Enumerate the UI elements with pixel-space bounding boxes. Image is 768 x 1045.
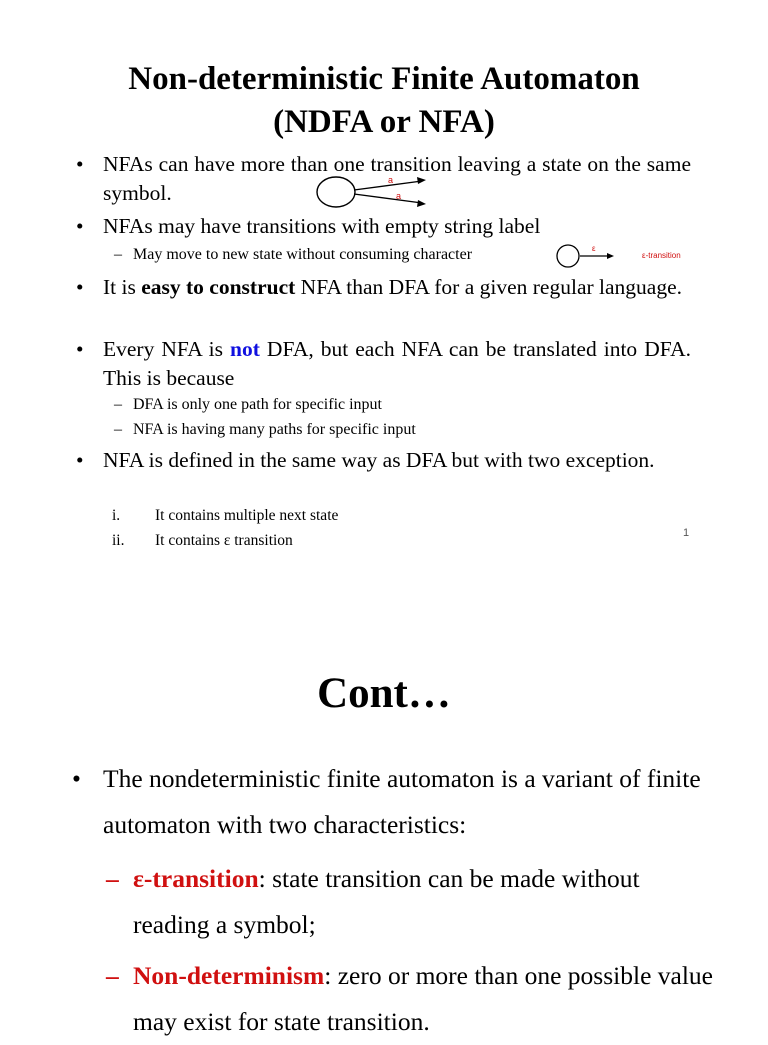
- bullet-text: The nondeterministic finite automaton is a variant of finite automaton with two characteristics:: [103, 764, 701, 839]
- sub-bullet-non-determinism: [106, 953, 713, 1045]
- bullet-text: NFAs may have transitions with empty string label: [103, 214, 541, 238]
- sub-bullet-nfa-paths: [114, 419, 416, 441]
- bullet-text-highlight: not: [230, 337, 260, 361]
- sub-bullet-text: May move to new state without consuming character: [133, 246, 473, 263]
- arrowhead-bottom: [417, 200, 426, 207]
- label-top: a: [388, 175, 394, 185]
- sub-bullet-epsilon-transition: [106, 856, 713, 948]
- bullet-text-a: It is: [103, 275, 142, 299]
- list-item: [112, 530, 293, 552]
- sub-bullet-dfa-path: [114, 394, 382, 416]
- arrowhead-top: [417, 177, 426, 184]
- dash-marker: –: [106, 961, 119, 990]
- bullet-marker: •: [76, 337, 84, 361]
- dash-marker: –: [114, 246, 122, 263]
- slide-1-title: [0, 58, 768, 144]
- list-text: It contains ε transition: [155, 532, 293, 549]
- sub-bullet-text: NFA is having many paths for specific input: [133, 421, 416, 438]
- bullet-text: NFA is defined in the same way as DFA but with two exception.: [103, 448, 655, 472]
- bullet-easy-to-construct: [76, 273, 691, 302]
- dash-marker: –: [106, 864, 119, 893]
- sub-bullet-text: : zero or more than one possible value may exist for state transition.: [133, 961, 713, 1036]
- label-bottom: a: [396, 191, 402, 201]
- sub-bullet-consume: [114, 244, 473, 266]
- bullet-marker: •: [76, 152, 84, 176]
- bullet-marker: •: [72, 764, 81, 793]
- dash-marker: –: [114, 396, 122, 413]
- bullet-marker: •: [76, 275, 84, 299]
- transition-arrow-bottom: [354, 194, 422, 203]
- bullet-text: NFAs can have more than one transition leaving a state on the same symbol.: [103, 152, 691, 205]
- title-line-2: (NDFA or NFA): [273, 104, 495, 140]
- bullet-marker: •: [76, 448, 84, 472]
- list-text: It contains multiple next state: [155, 507, 339, 524]
- epsilon-label: ε: [592, 244, 596, 253]
- slide-2: [0, 570, 768, 1036]
- epsilon-transition-diagram: [554, 242, 694, 272]
- bullet-every-nfa: [76, 335, 692, 392]
- list-item: [112, 505, 339, 527]
- sub-bullet-text: : state transition can be made without reading a symbol;: [133, 864, 640, 939]
- nfa-multiple-transition-diagram: [314, 170, 434, 214]
- list-number: i.: [112, 507, 121, 524]
- title-line-1: Non-deterministic Finite Automaton: [128, 61, 640, 97]
- slide-2-title: Cont…: [317, 670, 451, 717]
- bullet-defined-same-way: [76, 446, 691, 475]
- state-circle: [557, 245, 579, 267]
- sub-bullet-text: DFA is only one path for specific input: [133, 396, 382, 413]
- list-number: ii.: [112, 532, 125, 549]
- bullet-text-a: Every NFA is: [103, 337, 231, 361]
- bullet-marker: •: [76, 214, 84, 238]
- bullet-text-bold: easy to construct: [141, 275, 296, 299]
- bullet-empty-string: [76, 212, 691, 241]
- page-number: 1: [683, 527, 690, 539]
- bullet-text-b: NFA than DFA for a given regular language.: [295, 275, 683, 299]
- arrowhead: [607, 253, 614, 259]
- bullet-nfa-variant: [72, 756, 703, 848]
- state-circle: [317, 177, 355, 207]
- dash-marker: –: [114, 421, 122, 438]
- term-non-determinism: Non-determinism: [133, 961, 325, 990]
- bullet-text-b: DFA, but each NFA can be translated into DFA. This is because: [103, 337, 692, 390]
- epsilon-caption: ε-transition: [642, 251, 681, 260]
- term-epsilon-transition: ε-transition: [133, 864, 259, 893]
